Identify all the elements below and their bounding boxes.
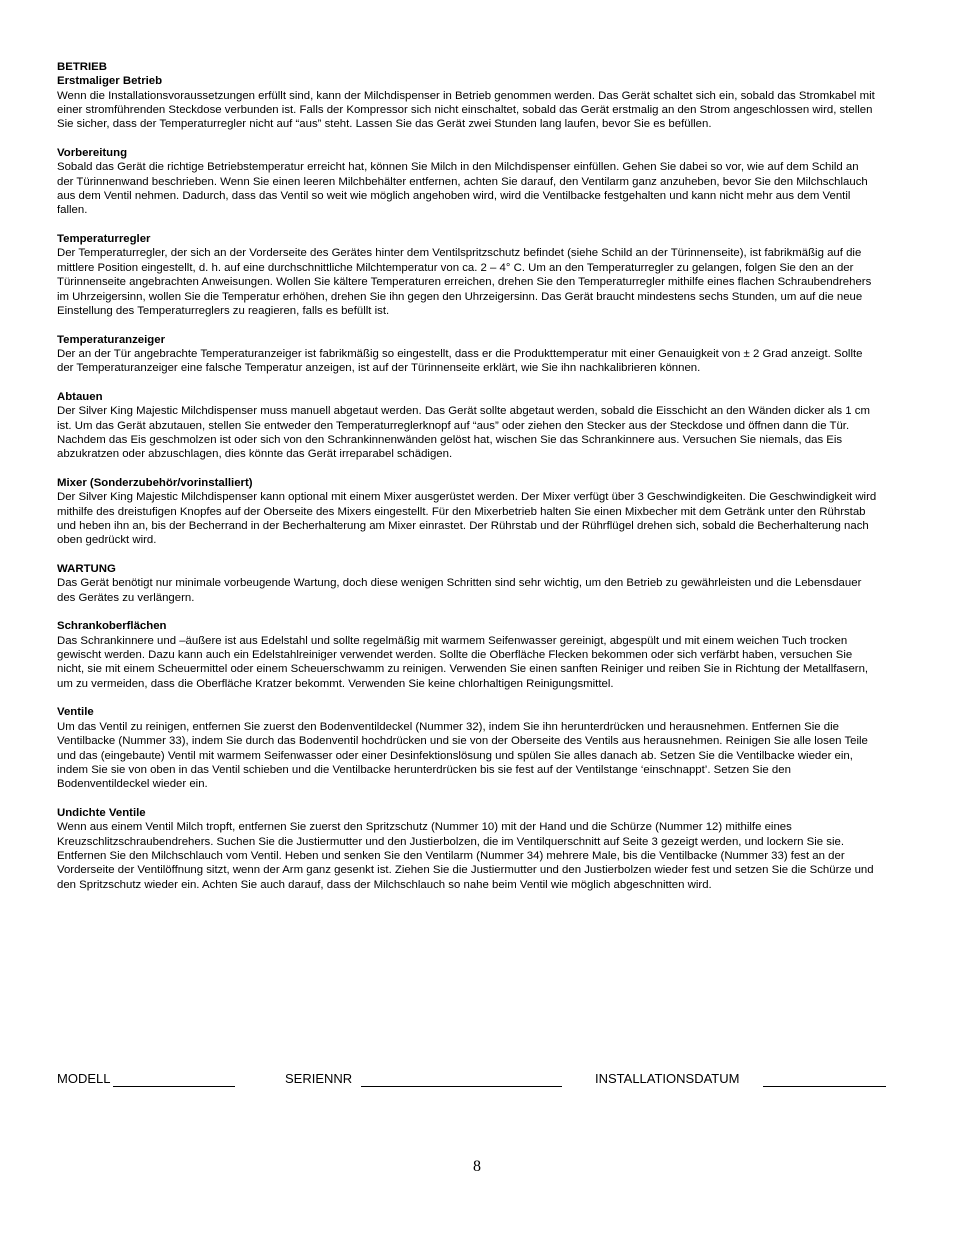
section-schrankoberflaechen bbox=[57, 619, 877, 691]
section-ventile bbox=[57, 705, 877, 791]
section-heading: Ventile bbox=[57, 706, 94, 719]
section-heading: Abtauen bbox=[57, 390, 103, 403]
section-heading: Temperaturregler bbox=[57, 233, 151, 246]
install-date-field-line[interactable] bbox=[763, 1086, 886, 1087]
section-betrieb bbox=[57, 60, 877, 132]
section-text: Wenn die Installationsvoraussetzungen erfüllt sind, kann der Milchdispenser in Betrieb genommen werden. Das Gerät schaltet sich ein, sobald das Stromkabel mit einer stromführenden Steckdose verbunden ist. Falls der Kompressor sich nicht einschaltet, sobald das Gerät erstmalig an den Strom angeschlossen wird, stellen Sie sicher, dass der Temperaturregler nicht auf “aus” steht. Lassen Sie das Gerät zwei Stunden lang laufen, bevor Sie es befüllen. bbox=[57, 89, 875, 131]
section-heading: Mixer (Sonderzubehör/vorinstalliert) bbox=[57, 476, 253, 489]
section-wartung bbox=[57, 562, 877, 605]
section-heading: Undichte Ventile bbox=[57, 806, 146, 819]
section-heading: BETRIEB bbox=[57, 61, 107, 73]
section-temperaturregler bbox=[57, 232, 877, 318]
section-text: Der Temperaturregler, der sich an der Vorderseite des Gerätes hinter dem Ventilspritzschutz befindet (siehe Schild an der Türinnenseite), ist fabrikmäßig auf die mittlere Position eingestellt, d. h. auf eine durchschnittliche Milchtemperatur von ca. 2 – 4° C. Um an den Temperaturregler zu gelangen, folgen Sie den an der Türinnenseite angebrachten Anweisungen. Wollen Sie kältere Temperaturen erreichen, drehen Sie den Temperaturregler mithilfe eines flachen Schraubendrehers im Uhrzeigersinn, wollen Sie die Temperatur erhöhen, drehen Sie ihn gegen den Uhrzeigersinn. Das Gerät braucht mindestens sechs Stunden, um auf die neue Einstellung des Temperaturreglers zu reagieren, falls es befüllt ist. bbox=[57, 247, 872, 317]
section-text: Wenn aus einem Ventil Milch tropft, entfernen Sie zuerst den Spritzschutz (Nummer 10) mit der Hand und die Schürze (Nummer 12) mithilfe eines Kreuzschlitzschraubendrehers. Suchen Sie die Justiermutter und den Justierbolzen, die im Ventilquerschnitt auf Seite 3 gezeigt werden, und lockern Sie sie. Entfernen Sie den Milchschlauch vom Ventil. Heben und senken Sie den Ventilarm (Nummer 34) mehrere Male, bis die Ventilbacke (Nummer 33) fest an der Vorderseite der Ventilöffnung sitzt, wenn der Arm ganz gesenkt ist. Ziehen Sie die Justiermutter und den Justierbolzen wieder fest und setzen Sie die Schürze und den Spritzschutz wieder ein. Achten Sie auch darauf, dass der Milchschlauch so nahe beim Ventil wie möglich abgeschnitten wird. bbox=[57, 821, 874, 891]
section-subheading: Erstmaliger Betrieb bbox=[57, 75, 163, 88]
section-heading: Temperaturanzeiger bbox=[57, 333, 166, 346]
install-date-label: INSTALLATIONSDATUM bbox=[595, 1071, 740, 1086]
serial-label: SERIENNR bbox=[285, 1071, 353, 1086]
section-heading: WARTUNG bbox=[57, 563, 116, 576]
section-heading: Vorbereitung bbox=[57, 147, 128, 160]
section-text: Sobald das Gerät die richtige Betriebstemperatur erreicht hat, können Sie Milch in den Milchdispenser einfüllen. Gehen Sie dabei so vor, wie auf dem Schild an der Türinnenwand beschrieben. Wenn Sie einen leeren Milchbehälter entfernen, achten Sie darauf, den Ventilarm ganz anzuheben, bevor Sie den Milchschlauch aus dem Ventil nehmen. Dadurch, dass das Ventil so weit wie möglich angehoben wird, wird die Ventilbacke festgehalten und kann nicht mehr aus dem Ventil fallen. bbox=[57, 161, 868, 217]
section-text: Um das Ventil zu reinigen, entfernen Sie zuerst den Bodenventildeckel (Nummer 32), indem Sie ihn herunterdrücken und herausnehmen. Entfernen Sie die Ventilbacke (Nummer 33), indem Sie durch das Bodenventil hochdrücken und sie von der Oberseite des Ventils aus herausnehmen. Reinigen Sie alle losen Teile und das (eingebaute) Ventil mit warmem Seifenwasser oder einer Desinfektionslösung und spülen Sie alles danach ab. Setzen Sie die Ventilbacke wieder ein, indem Sie sie von oben in das Ventil schieben und die Ventilbacke herunterdrücken bis sie fest auf der Ventilstange ‘einschnappt’. Setzen Sie den Bodenventildeckel wieder ein. bbox=[57, 720, 868, 791]
section-text: Das Gerät benötigt nur minimale vorbeugende Wartung, doch diese wenigen Schritten sind sehr wichtig, um den Betrieb zu gewährleisten und die Lebensdauer des Gerätes zu verlängern. bbox=[57, 577, 862, 604]
section-undichte-ventile bbox=[57, 806, 877, 892]
model-label: MODELL bbox=[57, 1071, 111, 1086]
section-text: Der Silver King Majestic Milchdispenser kann optional mit einem Mixer ausgerüstet werden. Der Mixer verfügt über 3 Geschwindigkeiten. Die Geschwindigkeit wird mithilfe des dreistufigen Knopfes auf der Oberseite des Mixers eingestellt. Für den Mixerbetrieb halten Sie einen Mixbecher mit dem Getränk unter den Rührstab und heben ihn an, bis der Becherrand in der Becherhalterung am Mixer einrastet. Der Rührstab und der Rührflügel drehen sich, sobald die Becherhalterung nach oben gedrückt wird. bbox=[57, 491, 877, 547]
footer-fields bbox=[57, 1071, 887, 1089]
document-body bbox=[57, 60, 877, 906]
serial-field-line[interactable] bbox=[361, 1086, 562, 1087]
section-temperaturanzeiger bbox=[57, 333, 877, 376]
section-abtauen bbox=[57, 390, 877, 462]
section-heading: Schrankoberflächen bbox=[57, 620, 167, 633]
page-number: 8 bbox=[473, 1158, 481, 1175]
section-mixer bbox=[57, 476, 877, 548]
section-text: Der Silver King Majestic Milchdispenser muss manuell abgetaut werden. Das Gerät sollte abgetaut werden, sobald die Eisschicht an den Wänden dicker als 1 cm ist. Um das Gerät abzutauen, stellen Sie entweder den Temperaturreglerknopf auf “aus” oder ziehen den Stecker aus der Steckdose und öffnen dann die Tür. Nachdem das Eis geschmolzen ist oder sich von den Schrankinnenwänden gelöst hat, wischen Sie das Schrankinnere aus. Versuchen Sie niemals, das Eis abzukratzen oder abzuschlagen, dies könnte das Gerät irreparabel schädigen. bbox=[57, 405, 870, 461]
model-field-line[interactable] bbox=[113, 1086, 235, 1087]
section-text: Das Schrankinnere und –äußere ist aus Edelstahl und sollte regelmäßig mit warmem Seifenwasser gereinigt, abgespült und mit einem weichen Tuch trocken gewischt werden. Dazu kann auch ein Edelstahlreiniger verwendet werden. Sollte die Oberfläche Flecken bekommen oder sich verfärbt haben, versuchen Sie nicht, sie mit einem Scheuermittel oder einem Scheuerschwamm zu reinigen. Verwenden Sie einen sanften Reiniger und reiben Sie in Richtung der Metallfasern, um zu vermeiden, dass die Oberfläche Kratzer bekommt. Verwenden Sie keine chlorhaltigen Reinigungsmittel. bbox=[57, 634, 869, 690]
section-text: Der an der Tür angebrachte Temperaturanzeiger ist fabrikmäßig so eingestellt, dass er die Produkttemperatur mit einer Genauigkeit von ± 2 Grad anzeigt. Sollte der Temperaturanzeiger eine falsche Temperatur anzeigen, ist auf der Türinnenseite erklärt, wie Sie ihn nachkalibrieren können. bbox=[57, 347, 863, 375]
section-vorbereitung bbox=[57, 146, 877, 218]
